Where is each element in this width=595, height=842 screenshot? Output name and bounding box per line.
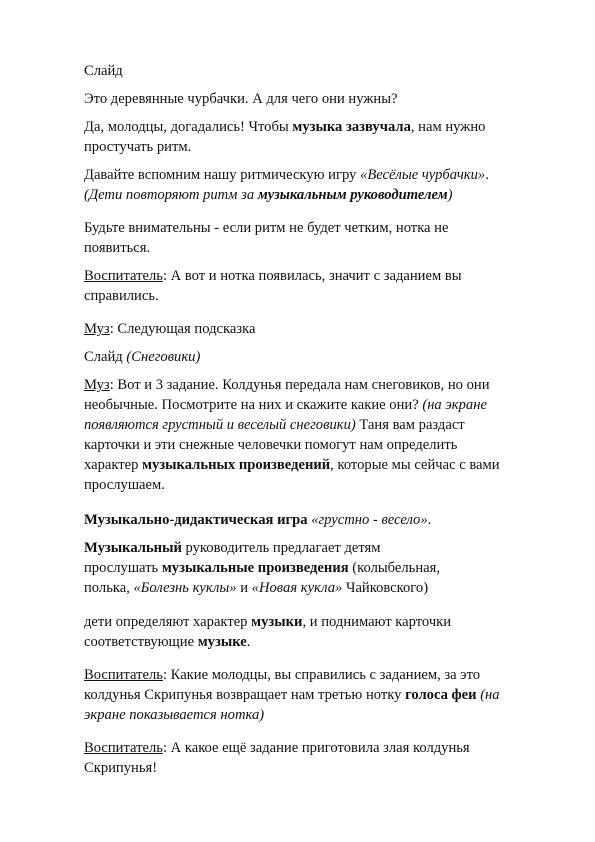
text-run: Таня вам раздаст (355, 417, 465, 433)
paragraph (84, 266, 534, 306)
text-line (84, 738, 534, 758)
speaker-label: Воспитатель (84, 740, 163, 756)
text-run: зазвучала (346, 119, 411, 135)
text-run: (на (480, 687, 500, 703)
text-run: карточки и эти снежные человечки помогут нам определить (84, 437, 458, 453)
text-run: Давайте вспомним нашу ритмическую игру (84, 167, 361, 183)
text-run: «Болезнь куклы» (133, 580, 237, 596)
text-line (84, 455, 534, 475)
text-line (84, 578, 534, 598)
text-run: «Новая кукла» (251, 580, 343, 596)
text-line (84, 705, 534, 725)
text-run: : Вот и 3 задание. Колдунья передала нам снеговиков, но они (109, 377, 490, 393)
paragraph (84, 738, 534, 778)
text-run: (Снеговики) (126, 349, 201, 365)
text-run: . (485, 167, 489, 183)
text-run: появляются грустный и веселый снеговики) (84, 417, 356, 433)
text-run: появиться. (84, 240, 151, 256)
text-run: соответствующие (84, 634, 198, 650)
text-run: Это деревянные чурбачки. А для чего они нужны? (84, 91, 398, 107)
paragraph (84, 165, 534, 205)
text-run: : А вот и нотка появилась, значит с заданием вы (162, 268, 462, 284)
text-line (84, 266, 534, 286)
text-run: голоса феи (405, 687, 477, 703)
text-run: . (246, 634, 251, 650)
paragraph (84, 218, 534, 258)
text-line (84, 375, 534, 395)
text-run: музыкальные произведения (161, 560, 349, 576)
text-line (84, 319, 534, 339)
text-run: Слайд (84, 63, 123, 79)
text-line (84, 185, 534, 205)
speaker-label: Муз (84, 377, 110, 393)
speaker-label: Воспитатель (84, 667, 163, 683)
text-line (84, 435, 534, 455)
text-line (84, 61, 534, 81)
text-run: Чайковского) (342, 580, 429, 596)
text-line (84, 612, 534, 632)
text-line (84, 758, 534, 778)
text-run: колдунья Скрипунья возвращает нам третью нотку (84, 687, 406, 703)
text-run: прослушаем. (84, 477, 165, 493)
text-line (84, 286, 534, 306)
text-run: простучать ритм. (84, 139, 192, 155)
text-line (84, 238, 534, 258)
paragraph (84, 319, 534, 339)
text-line (84, 415, 534, 435)
paragraph (84, 538, 534, 598)
text-run: , нам нужно (410, 119, 486, 135)
paragraph (84, 665, 534, 725)
text-run: характер (84, 457, 143, 473)
text-line (84, 665, 534, 685)
text-line (84, 475, 534, 495)
text-run: экране показывается нотка) (84, 707, 265, 723)
paragraph (84, 612, 534, 652)
text-run: «Весёлые чурбачки» (360, 167, 486, 183)
text-run: Скрипунья! (84, 760, 158, 776)
paragraph (84, 117, 534, 157)
paragraph (84, 510, 534, 530)
text-run: Слайд (84, 349, 127, 365)
text-run: : А какое ещё задание приготовила злая колдунья (162, 740, 470, 756)
paragraph (84, 347, 534, 367)
text-line (84, 137, 534, 157)
text-run: Музыкально-дидактическая игра (84, 512, 308, 528)
text-run: дети определяют характер (84, 614, 252, 630)
text-run: , которые мы сейчас с вами (330, 457, 500, 473)
text-line (84, 395, 534, 415)
text-run: : Какие молодцы, вы справились с заданием, за это (162, 667, 481, 683)
text-run: «грустно - весело» (311, 512, 428, 528)
text-line (84, 685, 534, 705)
text-run: Будьте внимательны - если ритм не будет четким, нотка не (84, 220, 449, 236)
text-run: руководитель предлагает детям (181, 540, 381, 556)
text-line (84, 117, 534, 137)
text-run: (на экране (422, 397, 487, 413)
text-run: музыка (292, 119, 343, 135)
text-run: музыкальных произведений (142, 457, 331, 473)
paragraph (84, 375, 534, 495)
text-run: полька, (84, 580, 134, 596)
speaker-label: Муз (84, 321, 110, 337)
text-line (84, 632, 534, 652)
text-line (84, 347, 534, 367)
text-line (84, 89, 534, 109)
text-run: (колыбельная, (348, 560, 440, 576)
speaker-label: Воспитатель (84, 268, 163, 284)
text-line (84, 558, 534, 578)
text-line (84, 218, 534, 238)
text-run: и (236, 580, 252, 596)
text-run: необычные. Посмотрите на них и скажите какие они? (84, 397, 423, 413)
text-line (84, 538, 534, 558)
text-run: (Дети повторяют ритм за (84, 187, 258, 203)
text-run: : Следующая подсказка (109, 321, 256, 337)
text-line (84, 165, 534, 185)
paragraph (84, 89, 534, 109)
text-run: музыке (197, 634, 247, 650)
text-run: , и поднимают карточки (302, 614, 452, 630)
text-run: прослушать (84, 560, 162, 576)
text-run: справились. (84, 288, 159, 304)
text-run: ) (447, 187, 453, 203)
text-run: музыки (251, 614, 303, 630)
text-line (84, 510, 534, 530)
text-run: музыкальным руководителем (257, 187, 448, 203)
text-run: . (427, 512, 432, 528)
paragraph (84, 61, 534, 81)
text-run: Да, молодцы, догадались! Чтобы (84, 119, 293, 135)
text-run: Музыкальный (84, 540, 182, 556)
